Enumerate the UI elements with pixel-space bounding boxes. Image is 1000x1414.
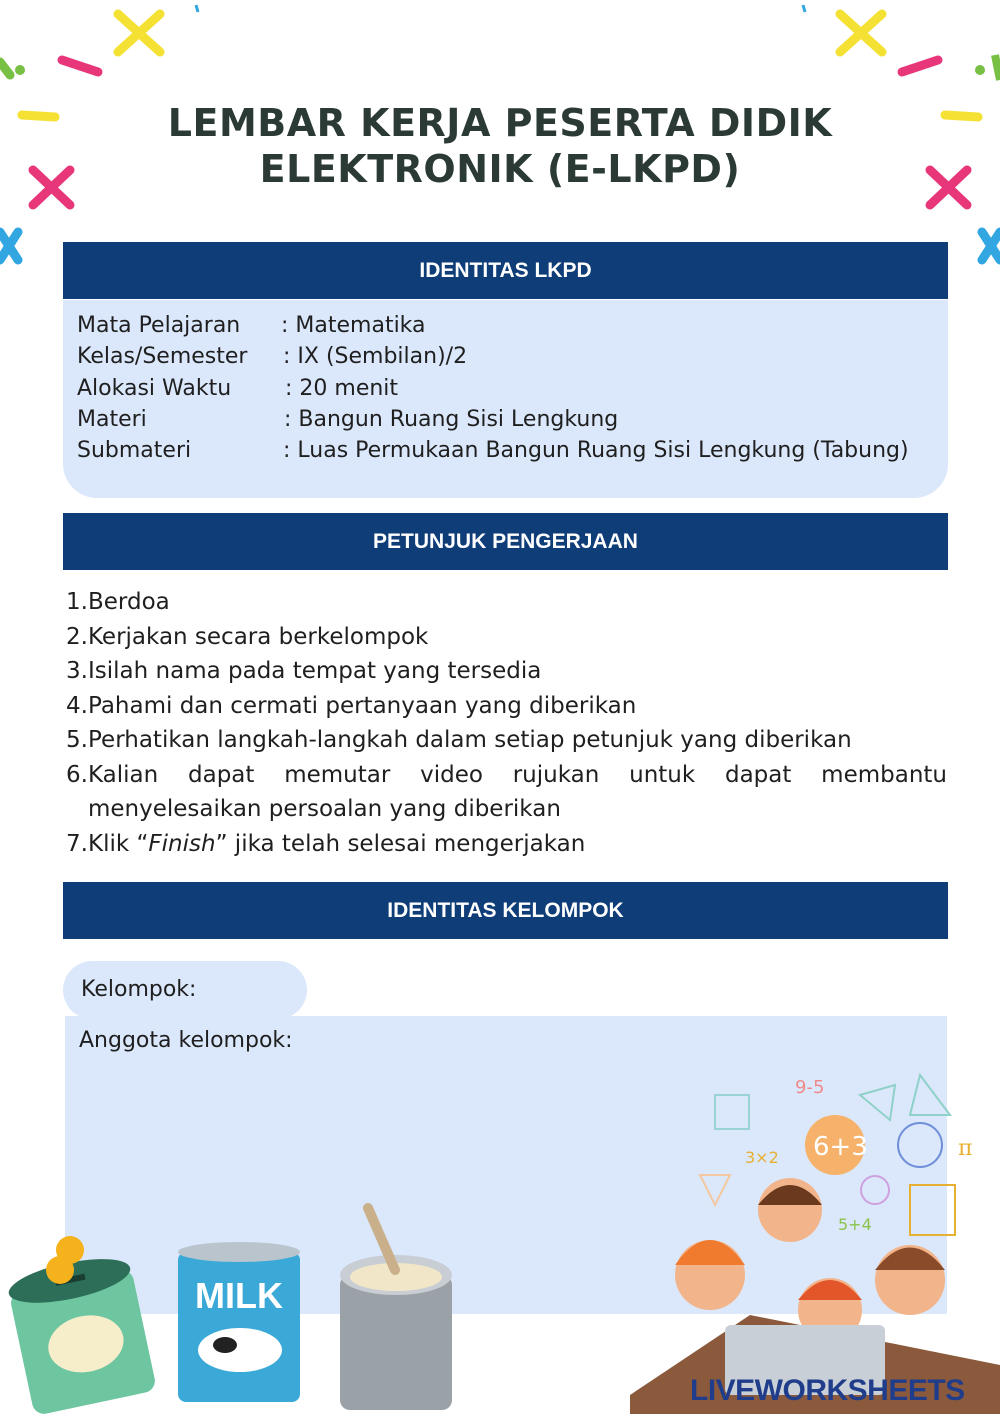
list-item — [63, 723, 947, 758]
list-item — [63, 585, 947, 620]
doodle-text: 6+3 — [813, 1132, 868, 1162]
list-text: Kalian dapat memutar video rujukan untuk dapat membantu menyelesaikan persoalan yang diberikan — [88, 761, 947, 822]
list-text: Pahami dan cermati pertanyaan yang diberikan — [88, 692, 637, 719]
list-number: 4. — [66, 692, 88, 719]
list-item — [63, 827, 947, 862]
kelompok-label: Kelompok: — [81, 977, 197, 1002]
doodle-text: π — [958, 1136, 973, 1161]
identitas-lkpd-header: IDENTITAS LKPD — [63, 242, 948, 299]
doodle-text: 9-5 — [795, 1077, 825, 1098]
page-title-line1: LEMBAR KERJA PESERTA DIDIK — [167, 101, 833, 145]
cans-illustration — [0, 1190, 470, 1414]
anggota-kelompok-label: Anggota kelompok: — [79, 1028, 293, 1053]
list-text: Klik “ — [88, 830, 149, 857]
list-number: 6. — [66, 761, 88, 788]
list-number: 2. — [66, 623, 88, 650]
list-text: Kerjakan secara berkelompok — [88, 623, 429, 650]
id-value: : Bangun Ruang Sisi Lengkung — [284, 407, 619, 432]
list-text: Isilah nama pada tempat yang tersedia — [88, 658, 542, 684]
list-item — [63, 620, 947, 655]
list-text-emphasis: Finish — [148, 830, 216, 857]
doodle-text: 3×2 — [745, 1148, 779, 1167]
identitas-lkpd-box — [63, 300, 948, 498]
list-text: Berdoa — [88, 589, 170, 615]
id-label: Alokasi Waktu — [77, 376, 232, 401]
list-number: 7. — [66, 830, 88, 857]
petunjuk-list — [63, 585, 947, 861]
page-title-line2: ELEKTRONIK (E-LKPD) — [259, 147, 741, 191]
liveworksheets-watermark: LIVEWORKSHEETS — [690, 1374, 965, 1407]
id-label: Kelas/Semester — [77, 344, 248, 369]
list-text: ” jika telah selesai mengerjakan — [215, 830, 586, 857]
identitas-kelompok-header: IDENTITAS KELOMPOK — [63, 882, 948, 939]
id-value: : Luas Permukaan Bangun Ruang Sisi Lengkung (Tabung) — [283, 438, 909, 463]
list-number: 3. — [66, 658, 88, 684]
list-number: 5. — [66, 727, 88, 753]
list-number: 1. — [66, 589, 88, 615]
id-label: Submateri — [77, 438, 192, 463]
id-value: : IX (Sembilan)/2 — [283, 344, 468, 369]
kelompok-field[interactable] — [63, 961, 307, 1019]
id-value: : Matematika — [281, 313, 426, 338]
id-label: Mata Pelajaran — [77, 313, 241, 338]
list-text: Perhatikan langkah-langkah dalam setiap petunjuk yang diberikan — [88, 727, 852, 753]
id-label: Materi — [77, 407, 147, 432]
id-value: : 20 menit — [285, 376, 399, 401]
page-title — [0, 100, 1000, 192]
milk-label: MILK — [195, 1275, 283, 1316]
list-item — [63, 689, 947, 724]
list-item — [63, 654, 947, 689]
list-item — [63, 758, 947, 827]
doodle-text: 5+4 — [838, 1215, 872, 1234]
petunjuk-header: PETUNJUK PENGERJAAN — [63, 513, 948, 570]
